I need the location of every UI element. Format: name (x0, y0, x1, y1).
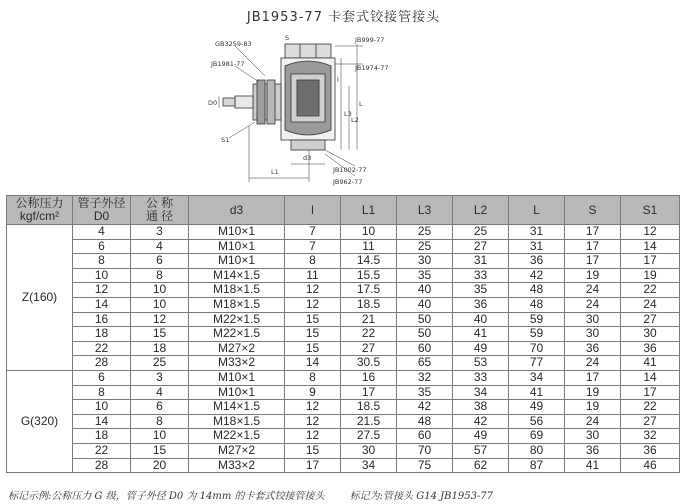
table-cell: 48 (509, 297, 565, 312)
header-d3: d3 (189, 196, 285, 225)
label-s1: S1 (221, 136, 230, 144)
label-L: L (359, 100, 363, 108)
table-cell: 32 (621, 429, 680, 444)
label-l: l (337, 76, 339, 84)
table-cell: 49 (453, 341, 509, 356)
table-cell: M22×1.5 (189, 312, 285, 327)
table-cell: 18 (73, 429, 131, 444)
header-S: S (565, 196, 621, 225)
table-cell: 6 (131, 400, 189, 415)
marking-code: 标记为:管接头 G14 JB1953-77 (349, 491, 494, 502)
table-cell: 40 (453, 312, 509, 327)
table-cell: 8 (131, 268, 189, 283)
side-nut (223, 80, 281, 124)
table-cell: 8 (73, 385, 131, 400)
table-cell: 18 (73, 327, 131, 342)
table-cell: 6 (73, 370, 131, 385)
table-cell: 30 (565, 429, 621, 444)
table-cell: 8 (285, 370, 341, 385)
table-cell: 17 (565, 239, 621, 254)
table-cell: M27×2 (189, 443, 285, 458)
table-cell: 21 (341, 312, 397, 327)
table-cell: 24 (565, 283, 621, 298)
table-row (7, 327, 680, 342)
table-cell: 42 (397, 400, 453, 415)
table-cell: 12 (285, 400, 341, 415)
table-cell: 19 (565, 385, 621, 400)
table-cell: 27 (341, 341, 397, 356)
table-cell: 16 (341, 370, 397, 385)
table-cell: 33 (453, 370, 509, 385)
table-cell: 30 (621, 327, 680, 342)
table-cell: 18 (131, 341, 189, 356)
spec-table-body (7, 225, 680, 473)
table-cell: 14 (73, 297, 131, 312)
table-cell: M14×1.5 (189, 268, 285, 283)
table-cell: 48 (397, 414, 453, 429)
table-row (7, 268, 680, 283)
table-cell: 15 (285, 327, 341, 342)
table-row (7, 254, 680, 269)
label-d0: D0 (208, 99, 218, 107)
table-cell: 3 (131, 370, 189, 385)
table-cell: 21.5 (341, 414, 397, 429)
table-cell: 17 (285, 458, 341, 473)
table-cell: 17 (341, 385, 397, 400)
table-cell: 56 (509, 414, 565, 429)
table-cell: 25 (131, 356, 189, 371)
table-cell: 40 (397, 283, 453, 298)
table-row (7, 429, 680, 444)
header-nominal-line1: 公 称 (145, 196, 174, 210)
table-cell: 57 (453, 443, 509, 458)
table-cell: M10×1 (189, 385, 285, 400)
table-cell: 27.5 (341, 429, 397, 444)
table-cell: 17 (621, 254, 680, 269)
table-row (7, 297, 680, 312)
table-cell: 19 (621, 268, 680, 283)
table-cell: 15 (285, 443, 341, 458)
label-jb1002: JB1002-77 (333, 166, 367, 174)
table-cell: 14 (621, 239, 680, 254)
table-cell: 6 (73, 239, 131, 254)
table-row (7, 370, 680, 385)
table-cell: M18×1.5 (189, 414, 285, 429)
table-cell: 59 (509, 312, 565, 327)
table-cell: 69 (509, 429, 565, 444)
table-cell: 20 (131, 458, 189, 473)
table-cell: 7 (285, 225, 341, 240)
table-cell: 42 (509, 268, 565, 283)
marking-note (8, 487, 515, 502)
header-od-line1: 管子外径 (77, 196, 126, 210)
table-cell: 36 (565, 341, 621, 356)
label-d3: d3 (303, 154, 312, 162)
header-l1: L1 (341, 196, 397, 225)
header-pressure-line1: 公称压力 (15, 196, 64, 210)
table-cell: 33 (453, 268, 509, 283)
table-cell: 50 (397, 312, 453, 327)
table-cell: 22 (73, 443, 131, 458)
label-l2: L2 (351, 116, 359, 124)
header-nominal (131, 196, 189, 225)
table-cell: 8 (131, 414, 189, 429)
table-cell: 4 (131, 239, 189, 254)
table-cell: 28 (73, 356, 131, 371)
table-cell: M10×1 (189, 225, 285, 240)
header-row (7, 196, 680, 225)
table-cell: 30 (341, 443, 397, 458)
table-row (7, 443, 680, 458)
table-cell: 77 (509, 356, 565, 371)
table-cell: 3 (131, 225, 189, 240)
table-cell: 15 (285, 341, 341, 356)
table-cell: 17 (565, 370, 621, 385)
table-cell: 22 (341, 327, 397, 342)
table-cell: 12 (73, 283, 131, 298)
table-row (7, 356, 680, 371)
page-title: JB1953-77 卡套式铰接管接头 (246, 10, 441, 25)
table-cell: 12 (285, 414, 341, 429)
table-cell: 35 (397, 268, 453, 283)
table-cell: 36 (509, 254, 565, 269)
pressure-group-cell: G(320) (7, 370, 73, 472)
label-jb1974: JB1974-77 (355, 64, 389, 72)
table-cell: 10 (73, 400, 131, 415)
table-cell: 17.5 (341, 283, 397, 298)
table-cell: 75 (397, 458, 453, 473)
table-cell: 30 (565, 312, 621, 327)
table-cell: 41 (565, 458, 621, 473)
table-cell: 70 (397, 443, 453, 458)
table-cell: 7 (285, 239, 341, 254)
table-cell: 87 (509, 458, 565, 473)
header-L: L (509, 196, 565, 225)
table-row (7, 341, 680, 356)
table-cell: 24 (565, 297, 621, 312)
table-cell: 31 (509, 225, 565, 240)
fitting-drawing (205, 26, 415, 190)
table-cell: 60 (397, 341, 453, 356)
table-cell: 17 (565, 225, 621, 240)
table-cell: 70 (509, 341, 565, 356)
table-cell: M10×1 (189, 254, 285, 269)
table-cell: 49 (509, 400, 565, 415)
table-row (7, 225, 680, 240)
table-cell: 14 (285, 356, 341, 371)
table-cell: 65 (397, 356, 453, 371)
header-od (73, 196, 131, 225)
table-row (7, 312, 680, 327)
table-cell: 12 (131, 312, 189, 327)
table-cell: 49 (453, 429, 509, 444)
table-cell: 28 (73, 458, 131, 473)
table-cell: 25 (397, 225, 453, 240)
table-cell: 12 (621, 225, 680, 240)
table-cell: 17 (621, 385, 680, 400)
table-cell: 4 (73, 225, 131, 240)
table-cell: 10 (131, 297, 189, 312)
label-jb1981: JB1981-77 (211, 60, 245, 68)
table-cell: 34 (341, 458, 397, 473)
table-cell: 10 (73, 268, 131, 283)
table-cell: 41 (509, 385, 565, 400)
header-l2: L2 (453, 196, 509, 225)
table-cell: 6 (131, 254, 189, 269)
spec-table (6, 195, 680, 473)
table-cell: M14×1.5 (189, 400, 285, 415)
header-pressure (7, 196, 73, 225)
label-l3: L3 (344, 110, 352, 118)
table-cell: 41 (621, 356, 680, 371)
table-cell: 10 (341, 225, 397, 240)
table-cell: 18.5 (341, 297, 397, 312)
table-cell: 10 (131, 429, 189, 444)
table-cell: 25 (397, 239, 453, 254)
table-cell: 27 (621, 312, 680, 327)
table-cell: M18×1.5 (189, 283, 285, 298)
header-l: l (285, 196, 341, 225)
table-cell: 17 (565, 254, 621, 269)
table-cell: 34 (509, 370, 565, 385)
table-cell: 11 (341, 239, 397, 254)
table-cell: 34 (453, 385, 509, 400)
table-cell: 22 (73, 341, 131, 356)
table-cell: 40 (397, 297, 453, 312)
table-cell: M22×1.5 (189, 327, 285, 342)
table-cell: 38 (453, 400, 509, 415)
table-cell: 10 (131, 283, 189, 298)
table-cell: 19 (565, 400, 621, 415)
table-cell: M10×1 (189, 239, 285, 254)
table-cell: M22×1.5 (189, 429, 285, 444)
banjo-body (281, 58, 335, 150)
table-row (7, 458, 680, 473)
table-cell: 32 (397, 370, 453, 385)
table-row (7, 239, 680, 254)
table-cell: 42 (453, 414, 509, 429)
table-cell: 60 (397, 429, 453, 444)
table-cell: M33×2 (189, 458, 285, 473)
table-cell: 31 (453, 254, 509, 269)
table-row (7, 414, 680, 429)
table-cell: 27 (453, 239, 509, 254)
table-cell: 80 (509, 443, 565, 458)
table-cell: 11 (285, 268, 341, 283)
table-cell: 53 (453, 356, 509, 371)
table-cell: 30 (565, 327, 621, 342)
table-cell: 22 (621, 400, 680, 415)
table-cell: 15 (131, 327, 189, 342)
table-cell: 36 (453, 297, 509, 312)
table-cell: 24 (621, 297, 680, 312)
marking-example: 标记示例:公称压力 G 级，管子外径 D0 为 14mm 的卡套式铰接管接头 (8, 491, 325, 502)
header-od-line2: D0 (93, 209, 110, 223)
table-cell: 59 (509, 327, 565, 342)
table-cell: 14 (73, 414, 131, 429)
table-cell: 14 (621, 370, 680, 385)
table-cell: M27×2 (189, 341, 285, 356)
table-cell: 8 (285, 254, 341, 269)
table-cell: 46 (621, 458, 680, 473)
table-row (7, 400, 680, 415)
table-cell: 4 (131, 385, 189, 400)
table-cell: 15 (131, 443, 189, 458)
table-cell: 14.5 (341, 254, 397, 269)
table-cell: 16 (73, 312, 131, 327)
header-l3: L3 (397, 196, 453, 225)
table-cell: 12 (285, 429, 341, 444)
table-cell: 22 (621, 283, 680, 298)
table-cell: M10×1 (189, 370, 285, 385)
label-l1: L1 (271, 168, 279, 176)
label-jb999: JB999-77 (355, 36, 385, 44)
table-cell: 41 (453, 327, 509, 342)
table-cell: 36 (621, 443, 680, 458)
bolt-head (285, 44, 331, 58)
pressure-group-cell: Z(160) (7, 225, 73, 371)
label-gb3259: GB3259-83 (215, 40, 252, 48)
table-cell: 36 (565, 443, 621, 458)
header-S1: S1 (621, 196, 680, 225)
table-cell: 8 (73, 254, 131, 269)
table-cell: 9 (285, 385, 341, 400)
header-pressure-line2: kgf/cm² (19, 209, 60, 223)
table-cell: 30.5 (341, 356, 397, 371)
table-cell: 48 (509, 283, 565, 298)
table-cell: M33×2 (189, 356, 285, 371)
table-row (7, 385, 680, 400)
label-s: S (285, 34, 290, 42)
header-nominal-line2: 通 径 (145, 209, 174, 223)
table-cell: 24 (565, 414, 621, 429)
table-cell: 35 (397, 385, 453, 400)
table-cell: M18×1.5 (189, 297, 285, 312)
table-cell: 31 (509, 239, 565, 254)
table-cell: 12 (285, 283, 341, 298)
table-cell: 25 (453, 225, 509, 240)
table-cell: 35 (453, 283, 509, 298)
table-cell: 36 (621, 341, 680, 356)
label-jb962: JB962-77 (333, 178, 363, 186)
table-cell: 15.5 (341, 268, 397, 283)
table-cell: 50 (397, 327, 453, 342)
table-cell: 15 (285, 312, 341, 327)
table-cell: 12 (285, 297, 341, 312)
table-cell: 62 (453, 458, 509, 473)
table-cell: 27 (621, 414, 680, 429)
table-cell: 24 (565, 356, 621, 371)
table-row (7, 283, 680, 298)
table-cell: 18.5 (341, 400, 397, 415)
table-cell: 19 (565, 268, 621, 283)
table-cell: 30 (397, 254, 453, 269)
